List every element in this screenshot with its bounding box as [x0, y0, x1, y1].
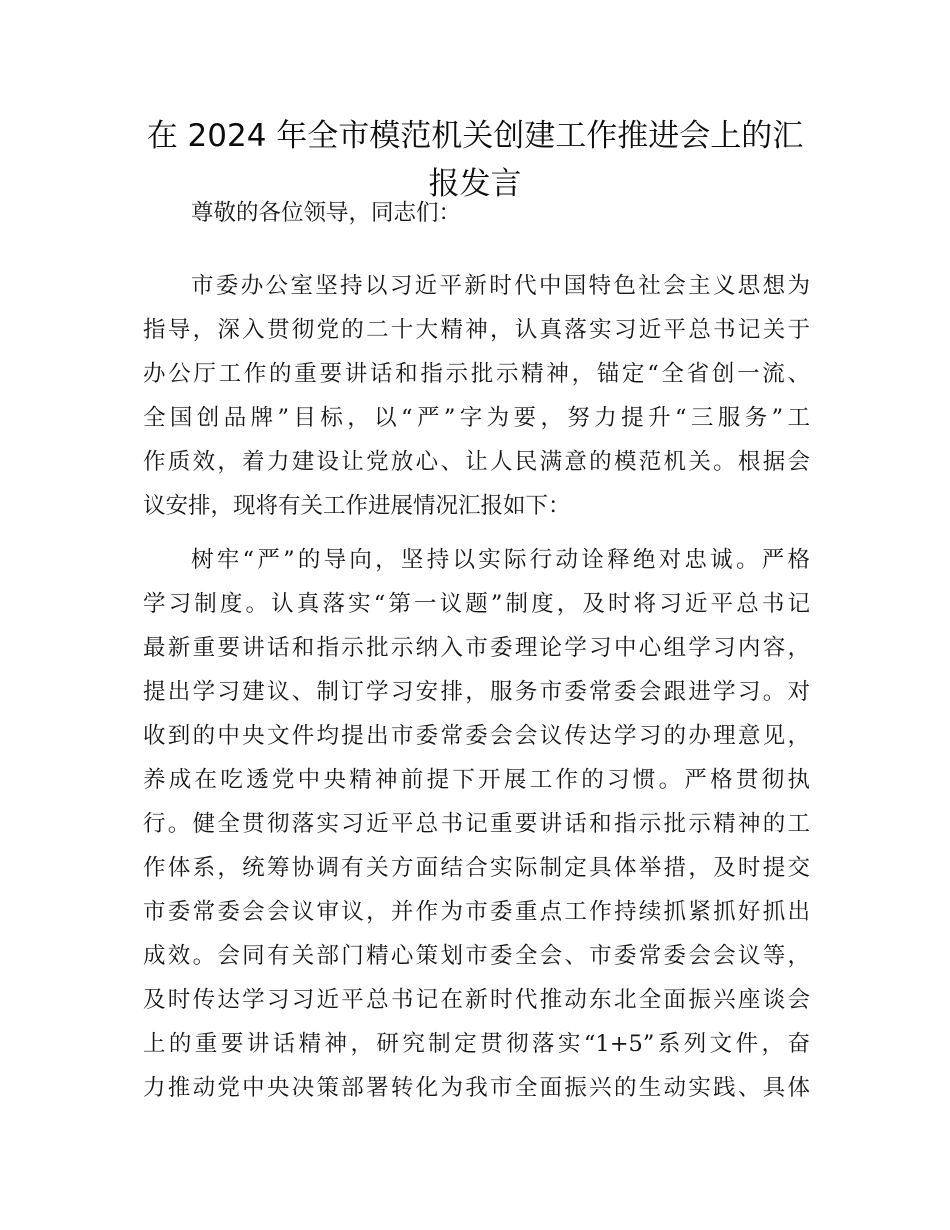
paragraph-line: 办公厅工作的重要讲话和指示批示精神，锚定“全省创一流、 — [143, 361, 810, 387]
paragraph-line: 树牢“严”的导向，坚持以实际行动诠释绝对忠诚。严格 — [191, 547, 810, 573]
paragraph-line: 行。健全贯彻落实习近平总书记重要讲话和指示批示精神的工 — [143, 811, 810, 837]
paragraph-line: 议安排，现将有关工作进展情况汇报如下： — [143, 493, 571, 519]
paragraph-line: 学习制度。认真落实“第一议题”制度，及时将习近平总书记 — [143, 591, 810, 617]
greeting-text: 尊敬的各位领导，同志们： — [191, 200, 462, 226]
paragraph-2 — [143, 538, 810, 1110]
paragraph-line: 作质效，着力建设让党放心、让人民满意的模范机关。根据会 — [143, 449, 810, 475]
paragraph-line: 市委常委会会议审议，并作为市委重点工作持续抓紧抓好抓出 — [143, 899, 810, 925]
title-line-1: 在 2024 年全市模范机关创建工作推进会上的汇 — [146, 118, 804, 154]
greeting-block — [143, 191, 810, 235]
paragraph-line: 收到的中央文件均提出市委常委会会议传达学习的办理意见， — [143, 723, 810, 749]
paragraph-line: 作体系，统筹协调有关方面结合实际制定具体举措，及时提交 — [143, 855, 810, 881]
paragraph-line: 最新重要讲话和指示批示纳入市委理论学习中心组学习内容， — [143, 635, 810, 661]
paragraph-1-text — [143, 264, 810, 528]
paragraph-line: 提出学习建议、制订学习安排，服务市委常委会跟进学习。对 — [143, 679, 810, 705]
paragraph-line: 及时传达学习习近平总书记在新时代推动东北全面振兴座谈会 — [143, 987, 810, 1013]
paragraph-line: 市委办公室坚持以习近平新时代中国特色社会主义思想为 — [191, 273, 810, 299]
paragraph-line: 力推动党中央决策部署转化为我市全面振兴的生动实践、具体 — [143, 1075, 810, 1101]
paragraph-line: 养成在吃透党中央精神前提下开展工作的习惯。严格贯彻执 — [143, 767, 810, 793]
paragraph-line: 上的重要讲话精神，研究制定贯彻落实“1+5”系列文件，奋 — [143, 1031, 810, 1057]
paragraph-1 — [143, 264, 810, 528]
paragraph-2-text — [143, 538, 810, 1110]
paragraph-line: 成效。会同有关部门精心策划市委全会、市委常委会会议等， — [143, 943, 810, 969]
paragraph-line: 全国创品牌”目标，以“严”字为要，努力提升“三服务”工 — [143, 405, 810, 431]
paragraph-line: 指导，深入贯彻党的二十大精神，认真落实习近平总书记关于 — [143, 317, 810, 343]
title-line-2: 报发言 — [428, 166, 522, 202]
